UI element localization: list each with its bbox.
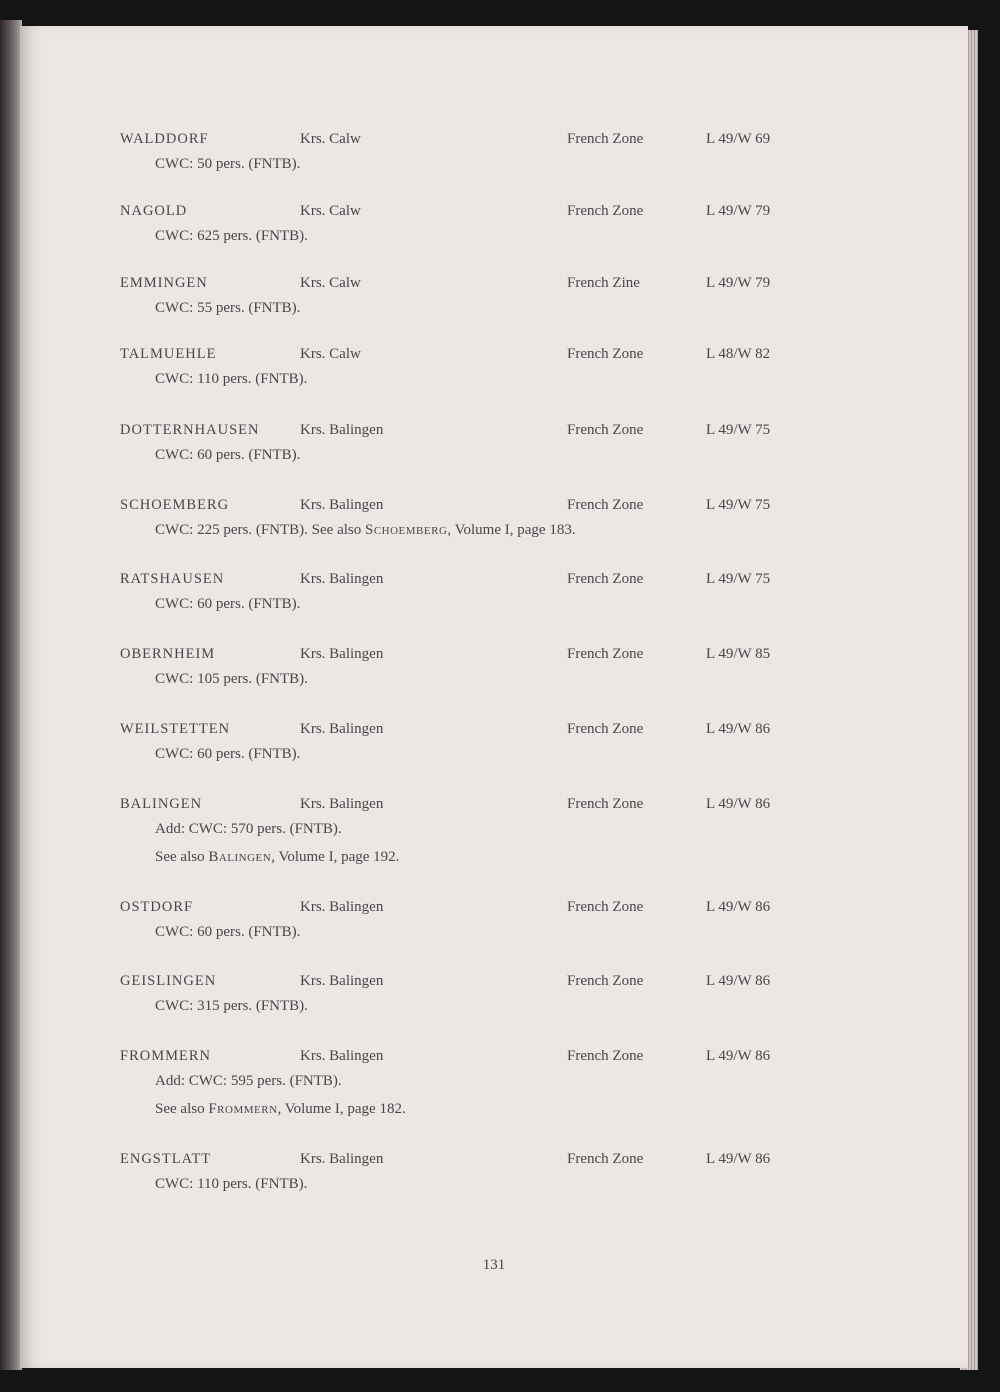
entry-engstlatt	[20, 1148, 968, 1198]
place-name: WEILSTETTEN	[120, 721, 231, 737]
grid-reference: L 49/W 75	[706, 497, 771, 513]
grid-reference: L 49/W 86	[706, 721, 771, 737]
grid-reference: L 49/W 86	[706, 973, 771, 989]
zone-label: French Zone	[567, 646, 644, 662]
kreis-label: Krs. Balingen	[300, 796, 384, 812]
entry-frommern	[20, 1045, 968, 1123]
detail-line: CWC: 105 pers. (FNTB).	[155, 671, 308, 687]
grid-reference: L 49/W 86	[706, 899, 771, 915]
cross-reference-line	[20, 1095, 968, 1123]
detail-line: CWC: 50 pers. (FNTB).	[155, 156, 301, 172]
detail-line	[20, 516, 968, 544]
facing-page-edge	[0, 20, 22, 1370]
entry-nagold	[20, 200, 968, 250]
zone-label: French Zone	[567, 899, 644, 915]
place-name: GEISLINGEN	[120, 973, 217, 989]
kreis-label: Krs. Balingen	[300, 721, 384, 737]
kreis-label: Krs. Balingen	[300, 422, 384, 438]
detail-line: CWC: 315 pers. (FNTB).	[155, 998, 308, 1014]
detail-line: CWC: 110 pers. (FNTB).	[155, 1176, 308, 1192]
zone-label: French Zone	[567, 422, 644, 438]
kreis-label: Krs. Balingen	[300, 973, 384, 989]
kreis-label: Krs. Balingen	[300, 1048, 384, 1064]
place-name: OSTDORF	[120, 899, 194, 915]
cross-reference-rest: , Volume I, page 192.	[271, 849, 400, 865]
entry-weilstetten	[20, 718, 968, 768]
grid-reference: L 49/W 69	[706, 131, 771, 147]
grid-reference: L 49/W 79	[706, 203, 771, 219]
place-name: BALINGEN	[120, 796, 203, 812]
grid-reference: L 49/W 75	[706, 571, 771, 587]
kreis-label: Krs. Balingen	[300, 497, 384, 513]
zone-label: French Zone	[567, 497, 644, 513]
book-page	[20, 26, 968, 1368]
grid-reference: L 49/W 85	[706, 646, 771, 662]
zone-label: French Zone	[567, 721, 644, 737]
zone-label: French Zine	[567, 275, 640, 291]
kreis-label: Krs. Calw	[300, 131, 361, 147]
place-name: FROMMERN	[120, 1048, 211, 1064]
zone-label: French Zone	[567, 571, 644, 587]
detail-line: Add: CWC: 570 pers. (FNTB).	[155, 821, 342, 837]
kreis-label: Krs. Calw	[300, 346, 361, 362]
detail-line: CWC: 55 pers. (FNTB).	[155, 300, 301, 316]
place-name: TALMUEHLE	[120, 346, 217, 362]
detail-line: CWC: 60 pers. (FNTB).	[155, 447, 301, 463]
detail-text: CWC: 225 pers. (FNTB). See also	[155, 522, 365, 538]
cross-reference-name: Schoemberg	[364, 522, 448, 538]
entry-dotternhausen	[20, 419, 968, 469]
cross-reference-name: Frommern	[208, 1101, 278, 1117]
detail-line: CWC: 60 pers. (FNTB).	[155, 924, 301, 940]
detail-line: CWC: 110 pers. (FNTB).	[155, 371, 308, 387]
place-name: SCHOEMBERG	[120, 497, 230, 513]
grid-reference: L 49/W 75	[706, 422, 771, 438]
detail-line: CWC: 60 pers. (FNTB).	[155, 746, 301, 762]
zone-label: French Zone	[567, 796, 644, 812]
zone-label: French Zone	[567, 1151, 644, 1167]
grid-reference: L 49/W 79	[706, 275, 771, 291]
place-name: NAGOLD	[120, 203, 188, 219]
grid-reference: L 49/W 86	[706, 1151, 771, 1167]
detail-line: Add: CWC: 595 pers. (FNTB).	[155, 1073, 342, 1089]
cross-reference-rest: , Volume I, page 182.	[277, 1101, 406, 1117]
detail-line: CWC: 60 pers. (FNTB).	[155, 596, 301, 612]
place-name: DOTTERNHAUSEN	[120, 422, 260, 438]
zone-label: French Zone	[567, 973, 644, 989]
zone-label: French Zone	[567, 346, 644, 362]
cross-reference-rest: , Volume I, page 183.	[447, 522, 576, 538]
entry-obernheim	[20, 643, 968, 693]
cross-reference-line	[20, 843, 968, 871]
place-name: RATSHAUSEN	[120, 571, 225, 587]
grid-reference: L 48/W 82	[706, 346, 771, 362]
detail-line: CWC: 625 pers. (FNTB).	[155, 228, 308, 244]
kreis-label: Krs. Balingen	[300, 1151, 384, 1167]
grid-reference: L 49/W 86	[706, 1048, 771, 1064]
page-number: 131	[482, 1257, 506, 1273]
entry-ostdorf	[20, 896, 968, 946]
place-name: WALDDORF	[120, 131, 209, 147]
zone-label: French Zone	[567, 1048, 644, 1064]
place-name: EMMINGEN	[120, 275, 208, 291]
entry-ratshausen	[20, 568, 968, 618]
entry-balingen	[20, 793, 968, 871]
zone-label: French Zone	[567, 203, 644, 219]
entry-emmingen	[20, 272, 968, 322]
grid-reference: L 49/W 86	[706, 796, 771, 812]
entry-walddorf	[20, 128, 968, 178]
entry-geislingen	[20, 970, 968, 1020]
cross-reference-prefix: See also	[155, 1101, 209, 1117]
entry-talmuehle	[20, 343, 968, 393]
kreis-label: Krs. Calw	[300, 275, 361, 291]
kreis-label: Krs. Balingen	[300, 571, 384, 587]
cross-reference-prefix: See also	[155, 849, 209, 865]
kreis-label: Krs. Balingen	[300, 899, 384, 915]
cross-reference-name: Balingen	[208, 849, 272, 865]
entry-schoemberg	[20, 494, 968, 544]
zone-label: French Zone	[567, 131, 644, 147]
place-name: OBERNHEIM	[120, 646, 216, 662]
place-name: ENGSTLATT	[120, 1151, 212, 1167]
kreis-label: Krs. Calw	[300, 203, 361, 219]
kreis-label: Krs. Balingen	[300, 646, 384, 662]
